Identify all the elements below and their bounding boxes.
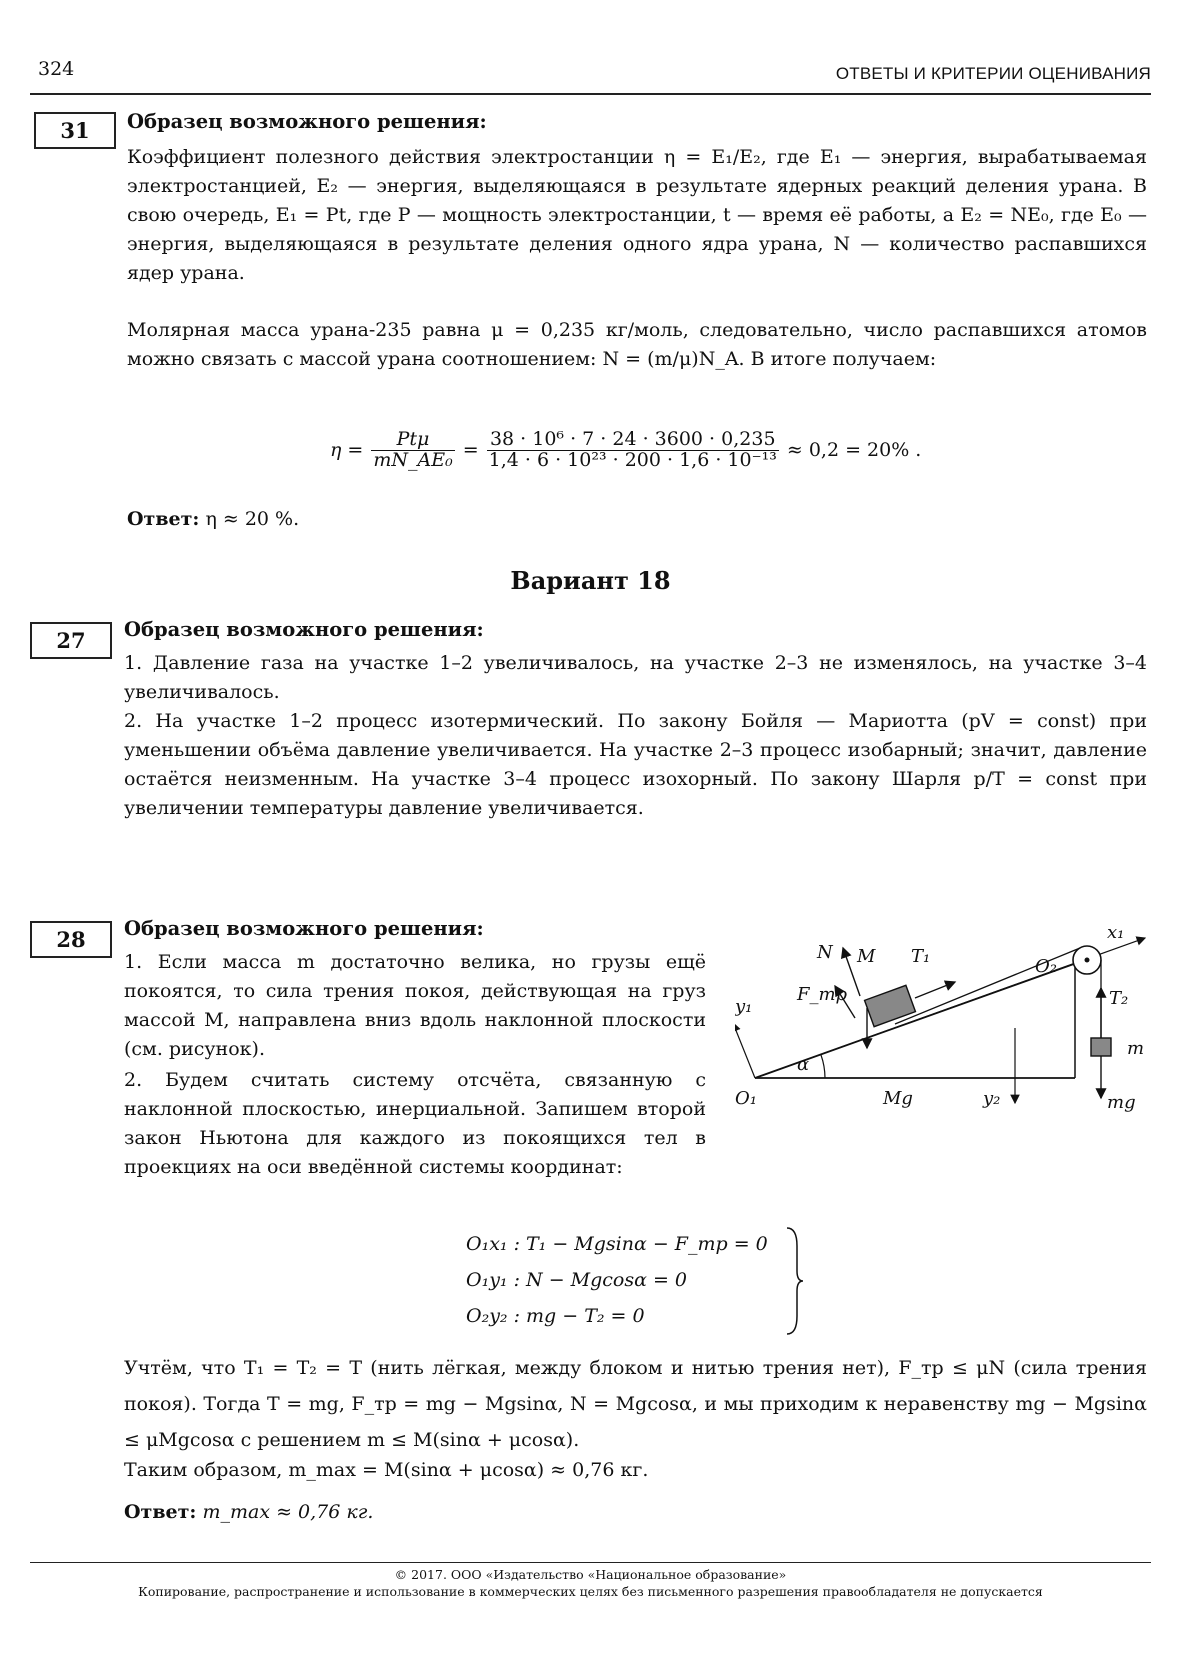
- top-rule: [30, 93, 1151, 95]
- f2-denominator: 1,4 · 6 · 10²³ · 200 · 1,6 · 10⁻¹³: [488, 448, 777, 471]
- alpha-arc: [821, 1055, 825, 1078]
- task-27-para1: 1. Давление газа на участке 1–2 увеличивалось, на участке 2–3 не изменялось, на участке 3–4 увеличивалось.: [124, 652, 1147, 703]
- block-m: [1091, 1038, 1111, 1056]
- label-M: M: [857, 946, 876, 967]
- t1-arrow: [915, 982, 955, 998]
- task-27-heading: Образец возможного решения:: [124, 618, 484, 641]
- equals-sign: =: [462, 439, 479, 462]
- f1-numerator: Ptμ: [371, 430, 454, 451]
- task-31-para2: Молярная масса урана-235 равна μ = 0,235 кг/моль, следовательно, число распавшихся атомов можно связать с массой урана соотношением: N = (m/μ)N_A. В итоге получаем:: [127, 319, 1147, 370]
- task-28-heading: Образец возможного решения:: [124, 917, 484, 940]
- answer-label: Ответ:: [124, 1501, 197, 1523]
- label-T1: T₁: [911, 946, 931, 967]
- y1-axis: [735, 1023, 755, 1078]
- running-title: ОТВЕТЫ И КРИТЕРИИ ОЦЕНИВАНИЯ: [835, 64, 1151, 83]
- f2-numerator: 38 · 10⁶ · 7 · 24 · 3600 · 0,235: [487, 430, 779, 451]
- formula-fraction-1: [371, 430, 454, 471]
- footer-copyright: © 2017. ООО «Издательство «Национальное образование»: [394, 1567, 787, 1582]
- equation-x1: O₁x₁ : T₁ − Mgsinα − F_тр = 0: [466, 1233, 768, 1255]
- page-number: 324: [38, 58, 75, 80]
- formula-fraction-2: [487, 430, 779, 471]
- equation-system: [466, 1226, 768, 1334]
- equation-y2: O₂y₂ : mg − T₂ = 0: [466, 1305, 645, 1327]
- f1-denominator: mN_AE₀: [373, 448, 453, 471]
- variant-title: Вариант 18: [510, 566, 671, 595]
- system-brace: [785, 1226, 805, 1336]
- label-x1: x₁: [1107, 922, 1125, 943]
- task-27-para2: 2. На участке 1–2 процесс изотермический. По закону Бойля — Мариотта (pV = const) при уменьшении объёма давление увеличивается. На участке 2–3 процесс изобарный; значит, давление остаётся неизменным. На участке 3–4 процесс изохорный. По закону Шарля p/T = const при увеличении температуры давление увеличивается.: [124, 710, 1147, 819]
- footer-notice: Копирование, распространение и использование в коммерческих целях без письменного разрешения правообладателя не допускается: [138, 1584, 1043, 1599]
- task-28-para2: 2. Будем считать систему отсчёта, связанную с наклонной плоскостью, инерциальной. Запишем второй закон Ньютона для каждого из покоящихся тел в проекциях на оси введённой системы координат:: [124, 1069, 706, 1178]
- task-27-number: 27: [30, 622, 112, 659]
- label-y1: y₁: [735, 996, 753, 1017]
- task-28-para4: Таким образом, m_max = M(sinα + μcosα) ≈ 0,76 кг.: [124, 1459, 649, 1481]
- task-31-formula: [330, 430, 921, 471]
- pulley-axle: [1085, 958, 1090, 963]
- task-31-answer: [127, 505, 299, 534]
- formula-result: ≈ 0,2 = 20% .: [786, 439, 922, 462]
- task-31-heading: Образец возможного решения:: [127, 110, 487, 133]
- label-N: N: [817, 942, 833, 963]
- label-m: m: [1127, 1038, 1145, 1059]
- label-O1: O₁: [735, 1088, 757, 1109]
- label-mg: mg: [1107, 1092, 1136, 1113]
- footer-rule: [30, 1562, 1151, 1563]
- label-Ftr: F_тр: [797, 984, 848, 1005]
- answer-label: Ответ:: [127, 508, 200, 530]
- task-28-answer: [124, 1498, 373, 1527]
- equation-y1: O₁y₁ : N − Mgcosα = 0: [466, 1269, 688, 1291]
- inclined-plane-figure: [735, 918, 1155, 1123]
- task-31-number: 31: [34, 112, 116, 149]
- formula-lhs: η =: [330, 439, 364, 462]
- task-28-number: 28: [30, 921, 112, 958]
- task-31-para1: Коэффициент полезного действия электростанции η = E₁/E₂, где E₁ — энергия, вырабатываемая электростанцией, E₂ — энергия, выделяющаяся в результате ядерных реакций деления урана. В свою очередь, E₁ = Pt, где P — мощность электростанции, t — время её работы, а E₂ = NE₀, где E₀ — энергия, выделяющаяся в результате деления одного ядра урана, N — количество распавшихся ядер урана.: [127, 146, 1147, 284]
- label-alpha: α: [797, 1054, 810, 1075]
- task-28-para3: Учтём, что T₁ = T₂ = T (нить лёгкая, между блоком и нитью трения нет), F_тр ≤ μN (сила трения покоя). Тогда T = mg, F_тр = mg − Mgsinα, N = Mgcosα, и мы приходим к неравенству mg − Mgsinα ≤ μMgcosα с решением m ≤ M(sinα + μcosα).: [124, 1357, 1147, 1451]
- task-28-para1: 1. Если масса m достаточно велика, но грузы ещё покоятся, то сила трения покоя, действующая на груз массой M, направлена вниз вдоль наклонной плоскости (см. рисунок).: [124, 951, 706, 1060]
- answer-value: m_max ≈ 0,76 кг.: [202, 1501, 374, 1523]
- label-Mg: Mg: [883, 1088, 913, 1109]
- label-O2: O₂: [1035, 956, 1057, 977]
- label-T2: T₂: [1109, 988, 1129, 1009]
- block-M: [865, 985, 916, 1026]
- answer-value: η ≈ 20 %.: [205, 508, 300, 530]
- label-y2: y₂: [983, 1088, 1001, 1109]
